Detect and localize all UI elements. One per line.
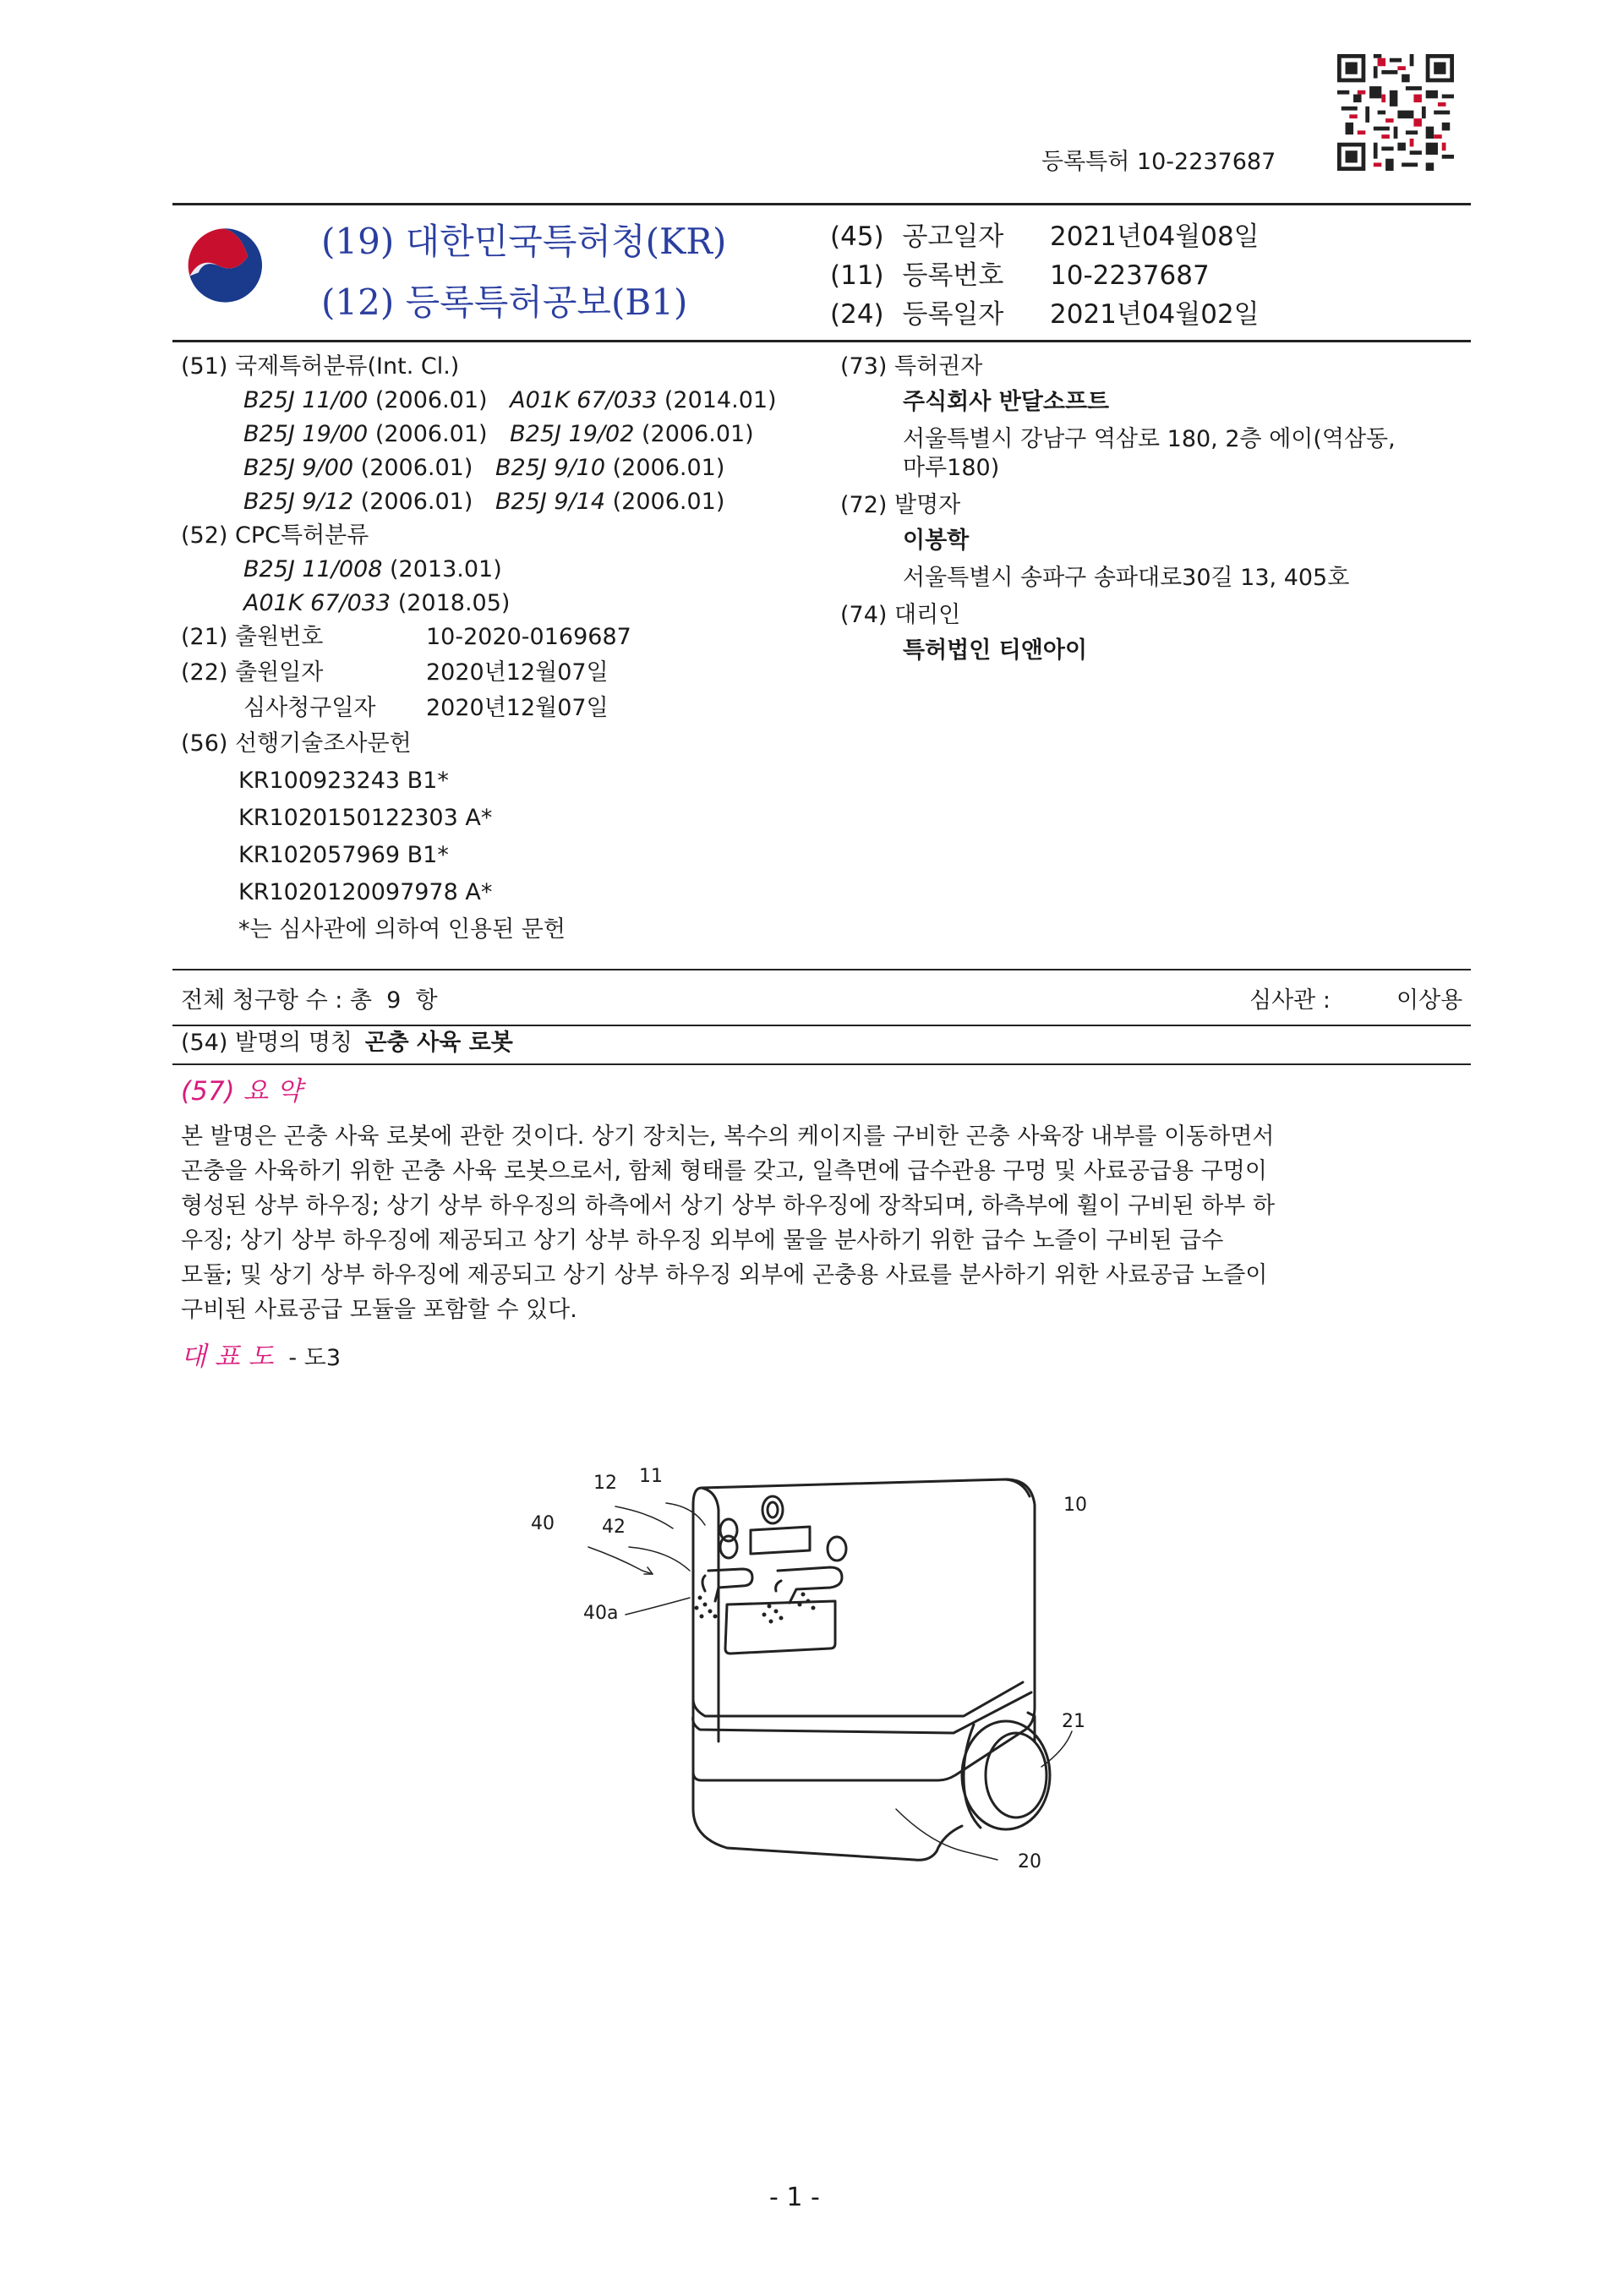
cpc-year: (2013.01) — [390, 556, 502, 582]
inventor-address: 서울특별시 송파구 송파대로30길 13, 405호 — [903, 565, 1350, 591]
exam-request-label: 심사청구일자 — [243, 695, 376, 721]
ipc-row — [243, 418, 754, 451]
meta-code: (24) — [830, 299, 884, 330]
invention-title: 곤충 사육 로봇 — [364, 1030, 513, 1056]
meta-registration-number — [830, 257, 1210, 294]
ipc-year: (2006.01) — [612, 455, 725, 481]
ipc-class: A01K 67/033 — [510, 387, 658, 413]
abstract-line: 형성된 상부 하우징; 상기 상부 하우징의 하측에서 상기 상부 하우징에 장착되며, 하측부에 휠이 구비된 하부 하 — [181, 1193, 1276, 1219]
abstract-line: 우징; 상기 상부 하우징에 제공되고 상기 상부 하우징 외부에 물을 분사하기 위한 급수 노즐이 구비된 급수 — [181, 1227, 1224, 1254]
fig-label-40a: 40a — [583, 1603, 619, 1624]
meta-label: 등록일자 — [902, 299, 1004, 330]
abstract-heading: (57) 요 약 — [181, 1076, 303, 1107]
ipc-year: (2006.01) — [374, 387, 488, 413]
cpc-class: B25J 11/008 — [243, 556, 383, 582]
inventor-title: (72) 발명자 — [840, 492, 961, 518]
prior-art-title: (56) 선행기술조사문헌 — [181, 730, 412, 757]
ipc-row — [243, 384, 777, 418]
exam-request-date: 2020년12월07일 — [426, 695, 609, 721]
meta-value: 2021년04월02일 — [1050, 299, 1260, 330]
fig-label-40: 40 — [531, 1513, 555, 1534]
examiner-name: 이상용 — [1396, 987, 1463, 1014]
cpc-title: (52) CPC특허분류 — [181, 522, 369, 549]
abstract-line: 구비된 사료공급 모듈을 포함할 수 있다. — [181, 1297, 577, 1323]
korea-taegeuk-logo-icon — [179, 221, 267, 309]
ipc-row — [243, 485, 724, 519]
ipc-class: B25J 9/00 — [243, 455, 354, 481]
inventor-name: 이봉학 — [903, 528, 970, 554]
prior-art-item: KR1020150122303 A* — [238, 805, 493, 831]
ipc-title: (51) 국제특허분류(Int. Cl.) — [181, 353, 460, 380]
registration-label: 등록특허 10-2237687 — [1041, 149, 1276, 175]
meta-registration-date — [830, 296, 1260, 333]
ipc-class: B25J 9/10 — [495, 455, 606, 481]
ipc-class: B25J 19/02 — [510, 421, 635, 447]
fig-label-10: 10 — [1063, 1495, 1087, 1516]
application-number-label: (21) 출원번호 — [181, 624, 324, 650]
agent-name: 특허법인 티앤아이 — [903, 637, 1088, 664]
ipc-year: (2006.01) — [374, 421, 488, 447]
abstract-line: 본 발명은 곤충 사육 로봇에 관한 것이다. 상기 장치는, 복수의 케이지를 구비한 곤충 사육장 내부를 이동하면서 — [181, 1123, 1275, 1150]
cpc-row — [243, 553, 502, 587]
abstract-text — [181, 1119, 1474, 1327]
ipc-row — [243, 451, 724, 485]
application-date: 2020년12월07일 — [426, 659, 609, 686]
header-bottom-rule — [172, 340, 1471, 342]
prior-art-item: KR100923243 B1* — [238, 768, 449, 794]
ipc-year: (2006.01) — [360, 489, 473, 515]
prior-art-note: *는 심사관에 의하여 인용된 문헌 — [238, 916, 566, 943]
fig-label-20: 20 — [1018, 1851, 1041, 1872]
cpc-year: (2018.05) — [397, 590, 511, 616]
cpc-class: A01K 67/033 — [243, 590, 391, 616]
rep-figure-value: - 도3 — [288, 1345, 341, 1371]
fig-label-11: 11 — [639, 1466, 663, 1487]
meta-value: 2021년04월08일 — [1050, 221, 1260, 252]
agent-title: (74) 대리인 — [840, 602, 961, 628]
ipc-class: B25J 19/00 — [243, 421, 369, 447]
owner-address: 서울특별시 강남구 역삼로 180, 2층 에이(역삼동, — [903, 426, 1396, 452]
invention-title-row — [181, 1026, 513, 1060]
publication-type: (12) 등록특허공보(B1) — [321, 282, 688, 323]
representative-figure — [181, 1337, 341, 1378]
page-number: - 1 - — [769, 2183, 820, 2212]
claims-count: 전체 청구항 수 : 총 9 항 — [181, 987, 438, 1014]
title-bottom-rule — [172, 1063, 1471, 1065]
meta-code: (11) — [830, 260, 884, 291]
claims-top-rule — [172, 969, 1471, 970]
fig-label-21: 21 — [1062, 1711, 1085, 1732]
application-number: 10-2020-0169687 — [426, 624, 631, 650]
qr-code-icon — [1337, 52, 1454, 172]
owner-address-cont: 마루180) — [903, 455, 1000, 481]
meta-label: 등록번호 — [902, 260, 1004, 291]
examiner-label: 심사관 : — [1249, 987, 1331, 1014]
meta-code: (45) — [830, 221, 884, 252]
meta-value: 10-2237687 — [1050, 260, 1210, 291]
ipc-year: (2006.01) — [641, 421, 754, 447]
fig-label-42: 42 — [602, 1517, 626, 1538]
header-top-rule — [172, 203, 1471, 205]
rep-figure-label: 대 표 도 — [181, 1342, 274, 1372]
ipc-class: B25J 9/12 — [243, 489, 354, 515]
ipc-year: (2006.01) — [612, 489, 725, 515]
prior-art-item: KR102057969 B1* — [238, 842, 449, 868]
abstract-line: 모듈; 및 상기 상부 하우징에 제공되고 상기 상부 하우징 외부에 곤충용 사료를 분사하기 위한 사료공급 노즐이 — [181, 1262, 1268, 1288]
ipc-class: B25J 9/14 — [495, 489, 606, 515]
ipc-class: B25J 11/00 — [243, 387, 369, 413]
application-date-label: (22) 출원일자 — [181, 659, 324, 686]
prior-art-item: KR1020120097978 A* — [238, 879, 493, 905]
abstract-line: 곤충을 사육하기 위한 곤충 사육 로봇으로서, 함체 형태를 갖고, 일측면에 급수관용 구멍 및 사료공급용 구멍이 — [181, 1158, 1267, 1184]
meta-publication-date — [830, 218, 1260, 255]
fig-label-12: 12 — [593, 1473, 617, 1494]
owner-title: (73) 특허권자 — [840, 353, 983, 380]
ipc-year: (2006.01) — [360, 455, 473, 481]
owner-name: 주식회사 반달소프트 — [903, 389, 1110, 415]
meta-label: 공고일자 — [902, 221, 1004, 252]
invention-title-label: (54) 발명의 명칭 — [181, 1030, 352, 1056]
ipc-year: (2014.01) — [664, 387, 777, 413]
cpc-row — [243, 587, 510, 620]
office-name: (19) 대한민국특허청(KR) — [321, 221, 727, 262]
